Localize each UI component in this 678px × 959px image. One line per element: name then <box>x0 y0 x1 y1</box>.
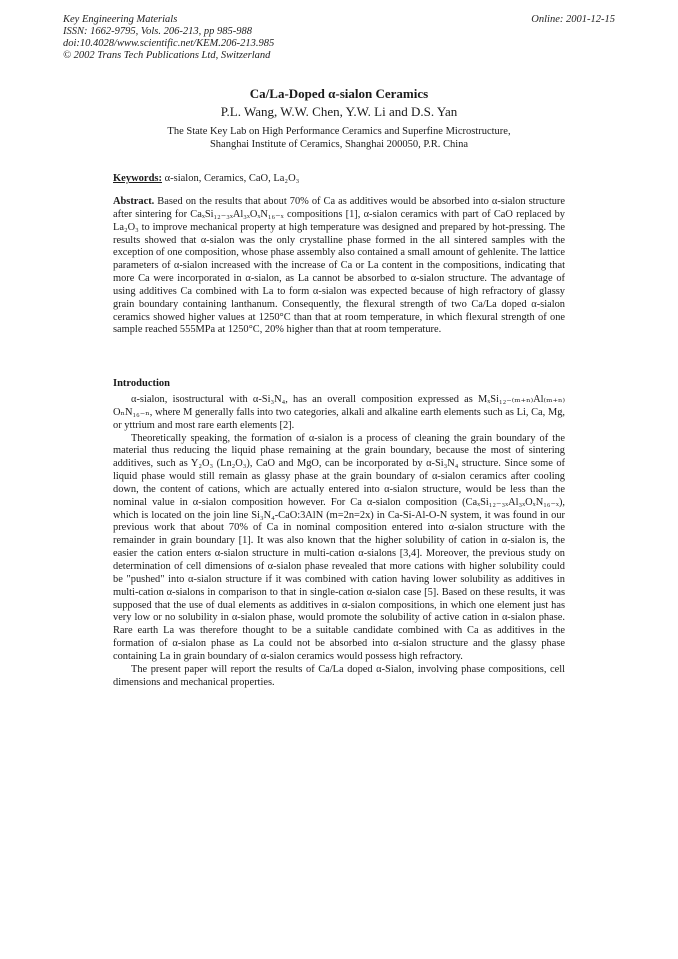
abstract <box>113 196 565 337</box>
affiliation-line-1: The State Key Lab on High Performance Ceramics and Superfine Microstructure, <box>167 126 511 137</box>
author-list: P.L. Wang, W.W. Chen, Y.W. Li and D.S. Yan <box>220 104 458 119</box>
online-date: Online: 2001-12-15 <box>531 14 615 25</box>
copyright-line: © 2002 Trans Tech Publications Ltd, Switzerland <box>63 50 271 61</box>
paper-title: Ca/La-Doped α-sialon Ceramics <box>249 86 429 101</box>
abstract-text: Based on the results that about 70% of Ca as additives would be absorbed into α-sialon structure after sintering for CaₓSi₁₂₋₃ₓAl₃ₓOₓN₁₆₋ₓ compositions [1], α-sialon ceramics with part of CaO replaced by La₂O₃ to improve mechanical property at high temperature was designed and prepared by hot-pressing. The results showed that α-sialon was the only crystalline phase formed in the all sintered samples with the exception of one composition, whose phase assembly also contained a small amount of gehlenite. The lattice parameters of α-sialon increased with the increase of Ca or La content in the compositions, indicating that more Ca were incorporated in α-sialon, as La cannot be absorbed to α-sialon structure. The advantage of using additives Ca combined with La to form α-sialon was expected because of high refractory of glassy grain boundary containing lanthanum. Consequently, the flexural strength of two Ca/La doped α-sialon ceramics showed higher values at 1250°C than that at room temperature, in which flexural strength of one sample reached 555MPa at 1250°C, 20% higher than that at room temperature. <box>113 196 565 336</box>
keywords <box>113 173 299 184</box>
doi-link[interactable]: doi:10.4028/www.scientific.net/KEM.206-213.985 <box>63 38 275 49</box>
introduction-body <box>113 394 565 689</box>
keywords-label: Keywords: <box>113 173 162 184</box>
intro-paragraph: The present paper will report the results of Ca/La doped α-Sialon, involving phase compositions, cell dimensions and mechanical properties. <box>113 663 565 688</box>
abstract-label: Abstract. <box>113 196 155 207</box>
affiliation-line-2: Shanghai Institute of Ceramics, Shanghai 200050, P.R. China <box>209 139 469 150</box>
issn-line: ISSN: 1662-9795, Vols. 206-213, pp 985-988 <box>63 26 252 37</box>
journal-header <box>63 14 274 62</box>
intro-paragraph: α-sialon, isostructural with α-Si₃N₄, has an overall composition expressed as MₓSi₁₂₋₍ₘ₊ₙ₎Al₍ₘ₊ₙ₎OₙN₁₆₋ₙ, where M generally falls into two categories, alkali and alkaline earth elements such as Li, Ca, Mg, or yttrium and most rare earth elements [2]. <box>113 394 565 431</box>
introduction-heading: Introduction <box>113 378 170 389</box>
intro-paragraph: Theoretically speaking, the formation of α-sialon is a process of cleaning the grain boundary of the material thus reducing the liquid phase remaining at the grain boundary, because the most of sintering additives, such as Y₂O₃ (Ln₂O₃), CaO and MgO, can be incorporated by α-Si₃N₄ structure. Since some of liquid phase would still remain as glassy phase at the grain boundary of α-sialon ceramics after cooling down, the content of cations, which are actually entered into α-sialon structure, would be less than the nominal value in α-sialon composition however. For Ca α-sialon composition (CaₓSi₁₂₋₃ₓAl₃ₓOₓN₁₆₋ₓ), which is located on the join line Si₃N₄-CaO:3AlN (m=2n=2x) in Ca-Si-Al-O-N system, it was found in our previous work that about 70% of Ca in nominal composition entered into α-sialon structure with the remainder in grain boundary [1]. It was also known that the higher solubility of cation in α-sialon is, the easier the cation enters α-sialon structure in multi-cation α-sialons [3,4]. Moreover, the previous study on determination of cell dimensions of α-sialon phase revealed that more cations with higher solubility could be "pushed" into α-sialon structure if it was combined with cation having lower solubility as additives in multi-cation α-sialons in comparison to that in single-cation α-sialon case [5]. Based on these results, it was supposed that the use of dual elements as additives in α-sialon compositions, in which one element just has very low or no solubility in α-sialon phase, would promote the solubility of active cation in α-sialon phase. Rare earth La was therefore thought to be a suitable candidate combined with Ca as additives in the formation of α-sialon phase as La could not be absorbed into α-sialon structure and the glassy phase containing La in grain boundary of α-sialon ceramics would possess high refractory. <box>113 432 565 662</box>
affiliation <box>0 125 678 151</box>
keywords-text: α-sialon, Ceramics, CaO, La₂O₃ <box>164 173 300 184</box>
journal-name: Key Engineering Materials <box>63 14 178 25</box>
